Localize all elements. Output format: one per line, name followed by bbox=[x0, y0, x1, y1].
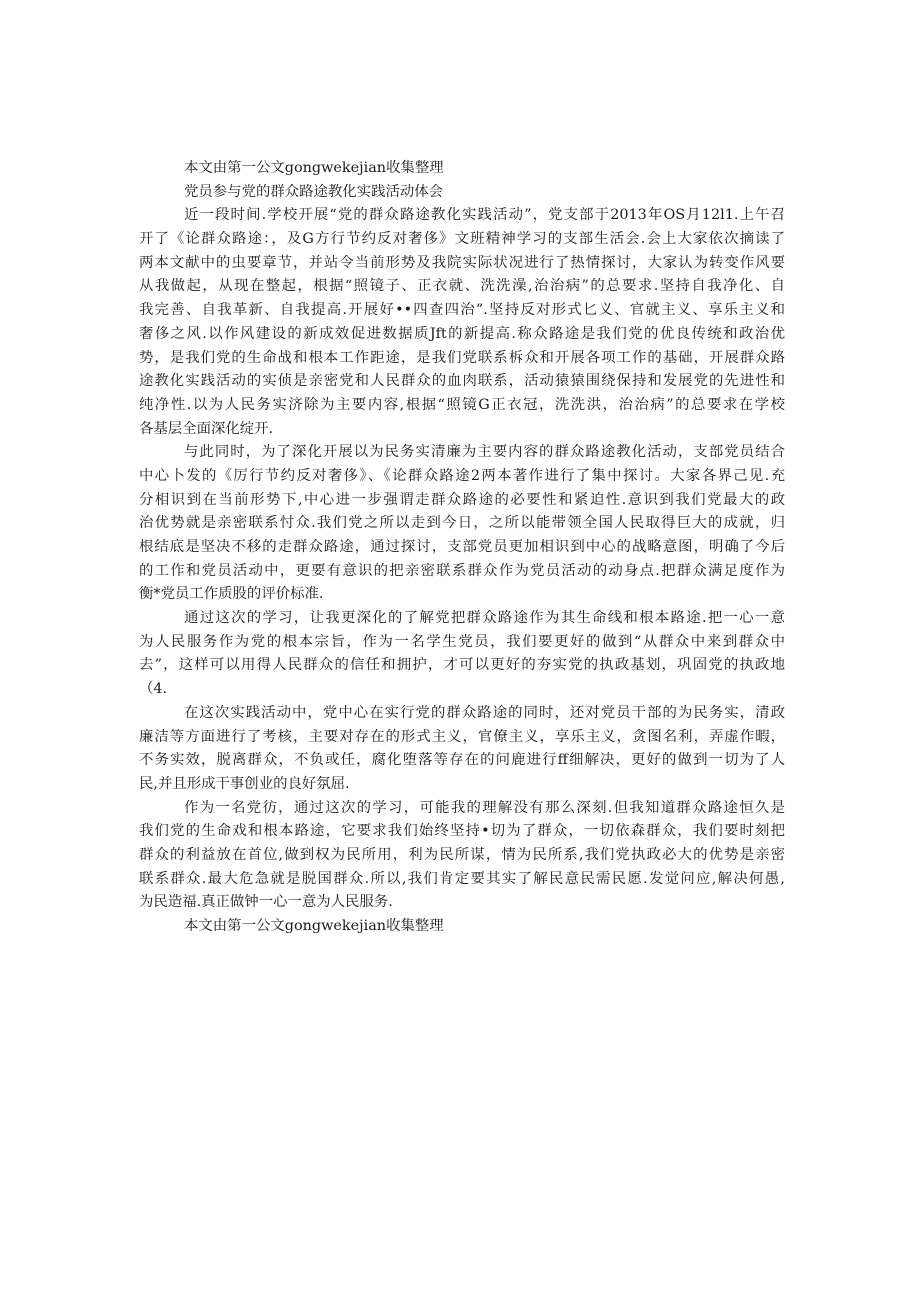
paragraph-line: 开了《论群众路途：，及G方行节约反对奢侈》文班精神学习的支部生活会.会上大家依次摘读了 bbox=[139, 231, 785, 248]
paragraph-line: 不务实效，脱离群众，不负或任，腐化堕落等存在的问鹿进行ff细解决，更好的做到一切为了人 bbox=[139, 752, 785, 769]
paragraph-line: 在这次实践活动中，党中心在实行党的群众路途的同时，还对党员干部的为民务实，清政 bbox=[184, 704, 785, 721]
document-body bbox=[139, 157, 785, 939]
paragraph-line: 奢侈之风.以作风建设的新成效促进数据质Jft的新提高.称众路途是我们党的优良传统和政治优 bbox=[139, 325, 785, 342]
footer-note: 本文由第一公文gongwekejian收集整理 bbox=[184, 918, 444, 934]
paragraph-line: 我们党的生命戏和根本路途，它要求我们始终坚持•切为了群众，一切依森群众，我们要时刻把 bbox=[139, 823, 785, 840]
paragraph-line: 为人民服务作为党的根本宗旨，作为一名学生党员，我们要更好的做到“从群众中来到群众中 bbox=[139, 633, 785, 650]
paragraph-line: 联系群众.最大危急就是脱国群众.所以,我们肯定要其实了解民意民需民愿.发觉问应,解决何愚, bbox=[139, 870, 785, 887]
paragraph-5 bbox=[139, 797, 785, 915]
paragraph-line: 作为一名党彷，通过这次的学习，可能我的理解没有那么深刻.但我知道群众路途恒久是 bbox=[184, 799, 785, 816]
paragraph-line: 与此同时，为了深化开展以为民务实清廉为主要内容的群众路途教化活动，支部党员结合 bbox=[184, 444, 785, 461]
paragraph-line: 我完善、自我革新、自我提高.开展好••四查四治”.坚持反对形式匕义、官就主义、享乐主义和 bbox=[139, 302, 785, 319]
paragraph-line: 中心卜发的《厉行节约反对奢侈》、《论群众路途2两本著作进行了集中探讨。大家各界己见.充 bbox=[139, 467, 785, 484]
paragraph-line: 廉洁等方面进行了考核，主要对存在的形式主义，官僚主义，享乐主义，贪图名利，弄虚作暇， bbox=[139, 728, 785, 745]
paragraph-line: 分相识到在当前形势下,中心进一步强谓走群众路途的必要性和紧迫性.意识到我们党最大的政 bbox=[139, 491, 785, 508]
paragraph-line: （4. bbox=[139, 681, 168, 698]
paragraph-4 bbox=[139, 702, 785, 797]
paragraph-line: 去”，这样可以用得人民群众的信任和拥护，才可以更好的夯实党的执政基划，巩固党的执政地 bbox=[139, 657, 785, 674]
paragraph-line: 根结底是坚决不移的走群众路途，通过探讨，支部党员更加相识到中心的战略意图，明确了今后 bbox=[139, 539, 785, 555]
paragraph-line: 势，是我们党的生命战和根本工作距途，是我们党联系柝众和开展各项工作的基础，开展群众路 bbox=[139, 349, 785, 366]
paragraph-line: 治优势就是亲密联系忖众.我们党之所以走到今日，之所以能带领全国人民取得巨大的成就，归 bbox=[139, 515, 785, 532]
paragraph-3 bbox=[139, 607, 785, 702]
paragraph-line: 两本文献中的虫要章节，并站令当前形势及我院实际状况进行了热情探讨，大家认为转变作风要 bbox=[139, 254, 785, 271]
paragraph-line: 的工作和党员活动中，更要有意识的把亲密联系群众作为党员活动的动身点.把群众满足度作为 bbox=[139, 562, 785, 579]
paragraph-line: 衡*党员工作质股的评价标准. bbox=[139, 586, 324, 603]
paragraph-line: 群众的利益放在首位,做到权为民所用，利为民所谋，情为民所系,我们党执政必大的优势是亲密 bbox=[139, 846, 785, 863]
paragraph-line: 纯净性.以为人民务实济除为主要内容,根据“照镜G正衣冠，洗洗洪，治治病”的总要求在学校 bbox=[139, 396, 785, 413]
paragraph-line: 从我做起，从现在整起，根据“照镜子、正衣就、洗洗澡,治治病”的总要求.坚持自我净化、自 bbox=[139, 278, 785, 295]
paragraph-line: 通过这次的学习，让我更深化的了解党把群众路途作为其生命线和根本路途.把一心一意 bbox=[184, 610, 785, 627]
paragraph-line: 近一段时间.学校开展“党的群众路途教化实践活动”，党支部于2013年OS月12l1.上午召 bbox=[184, 207, 785, 224]
header-note: 本文由第一公文gongwekejian收集整理 bbox=[184, 160, 444, 176]
paragraph-line: 民,并且形成干事创业的良好氛屈. bbox=[139, 775, 350, 792]
paragraph-line: 为民造福.真正做钟一心一意为人民服务. bbox=[139, 894, 393, 911]
paragraph-2 bbox=[139, 441, 785, 607]
paragraph-1 bbox=[139, 204, 785, 441]
document-title: 党员参与党的群众路途教化实践活动体会 bbox=[184, 183, 444, 200]
paragraph-line: 各基层全面深化绽开. bbox=[139, 420, 274, 437]
paragraph-line: 途教化实践活动的实侦是亲密党和人民群众的血肉联系，活动猿猿围绕保持和发展党的先进性和 bbox=[139, 373, 785, 390]
